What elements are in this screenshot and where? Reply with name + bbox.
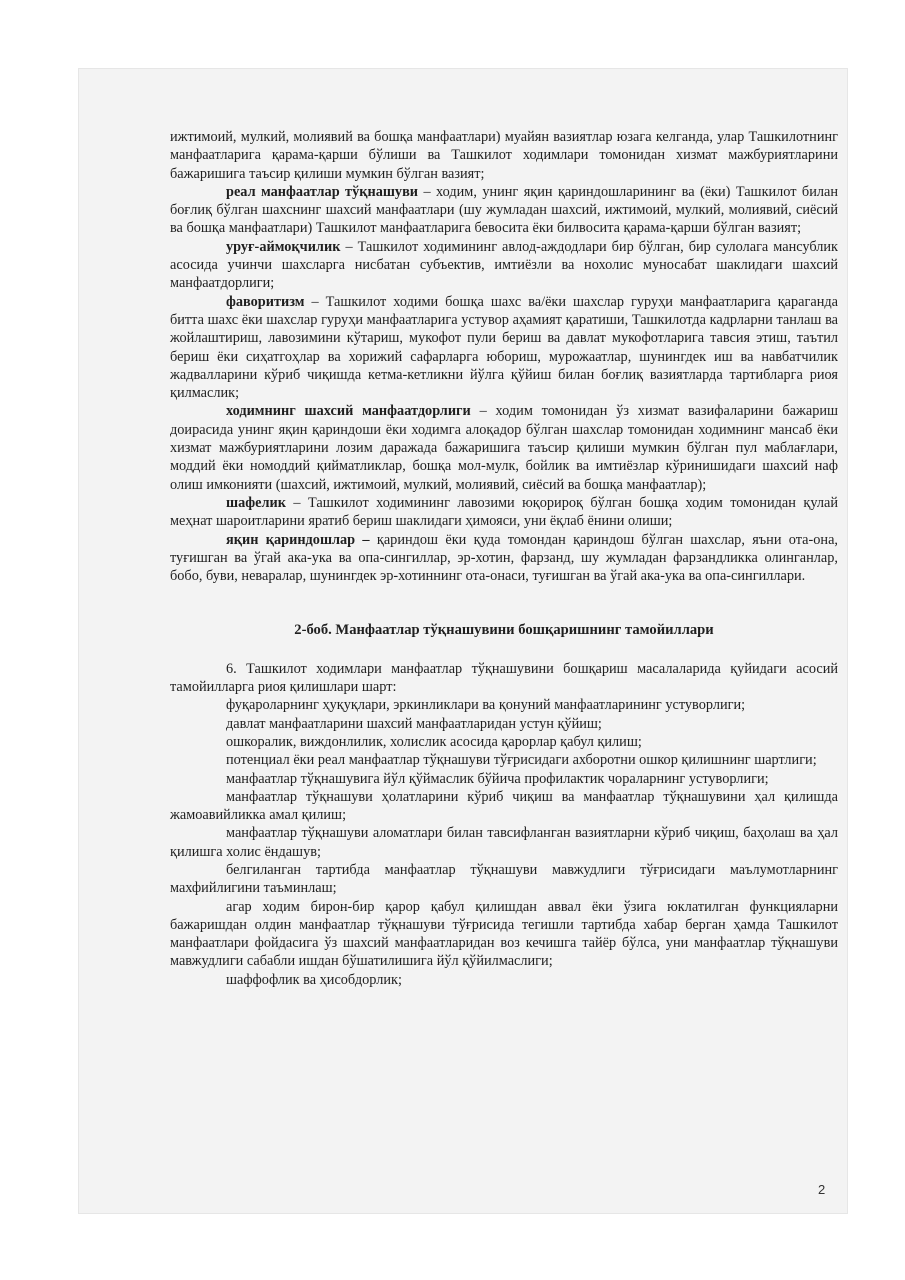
paragraph-item: манфаатлар тўқнашувига йўл қўймаслик бўйича профилактик чораларнинг устуворлиги; [226,770,769,787]
definition-text: – Ташкилот ходимининг лавозими юқорироқ бўлган бошқа ходим томонидан қулай меҳнат шароитларини яратиб бериш шаклидаги ҳимояси, уни ёқлаб ёнини олиши; [170,494,838,530]
chapter-heading: 2-боб. Манфаатлар тўқнашувини бошқаришнинг тамойиллари [294,622,714,639]
definition-text: қариндош ёки қуда томондан қариндош бўлган шахслар, яъни ота-она, туғишган ва ўгай ака-ука ва опа-сингиллар, эр-хотин, фарзанд, шу жумладан фарзандликка олинганлар, бобо, буви, неваралар, шунингдек эр-хотиннинг ота-онаси, туғишган ва ўгай ака-ука ва опа-сингиллари. [170,531,838,585]
definition-text: – ходим томонидан ўз хизмат вазифаларини бажариш доирасида унинг яқин қариндоши ёки ходимга алоқадор бўлган шахслар томонидан ходимнинг мансаб ёки хизмат мажбуриятларини лозим даражада бажаришига таъсир қилиши мумкин бўлган пул маблағлари, моддий ёки номоддий қийматликлар, бошқа мол-мулк, бойлик ва имтиёзлар кўринишидаги шахсий наф олиш имконияти (шахсий, ижтимоий, мулкий, молиявий, сиёсий ва бошқа манфаатлар); [170,403,838,493]
term: яқин қариндошлар – [226,531,370,548]
paragraph-item: белгиланган тартибда манфаатлар тўқнашуви мавжудлиги тўғрисидаги маълумотларнинг махфийлигини таъминлаш; [170,861,838,897]
definition-text: – ходим, унинг яқин қариндошларининг ва (ёки) Ташкилот билан боғлиқ бўлган шахснинг шахсий манфаатлари (шу жумладан шахсий, ижтимоий, мулкий, молиявий, сиёсий ва бошқа манфаатлари) Ташкилот манфаатларига бевосита ёки билвосита қарама-қарши бўлган вазият; [170,183,838,237]
paragraph-6 [170,531,838,586]
term: шафелик [226,494,286,511]
paragraph-item: ошкоралик, виждонлилик, холислик асосида қарорлар қабул қилиш; [226,733,642,750]
paragraph-1 [170,183,838,238]
paragraph-0 [170,128,838,183]
paragraph-item: потенциал ёки реал манфаатлар тўқнашуви тўғрисидаги ахборотни ошкор қилишнинг шартлиги; [226,752,817,769]
document-body [170,128,838,989]
paragraph-item: фуқароларнинг ҳуқуқлари, эркинликлари ва қонуний манфаатларининг устуворлиги; [226,697,746,714]
paragraph-item: агар ходим бирон-бир қарор қабул қилишдан аввал ёки ўзига юклатилган функцияларни бажаришдан олдин манфаатлар тўқнашуви тўғрисида тегишли тартибда хабар берган ҳамда Ташкилот манфаатлари фойдасига ўз шахсий манфаатларидан воз кечишга тайёр бўлса, уни манфаатлар тўқнашуви мавжудлиги сабабли ишдан бўшатилишига йўл қўйилмаслиги; [170,898,838,970]
paragraph-3 [170,293,838,403]
page-number: 2 [818,1182,826,1197]
paragraph-item: 6. Ташкилот ходимлари манфаатлар тўқнашувини бошқариш масалаларида қуйидаги асосий тамойилларга риоя қилишлари шарт: [170,660,838,696]
definition-text: ижтимоий, мулкий, молиявий ва бошқа манфаатлари) муайян вазиятлар юзага келганда, улар Ташкилотнинг манфаатларига қарама-қарши бўлиши ва Ташкилот ходимлари томонидан хизмат мажбуриятларини бажаришига таъсир қилиши мумкин бўлган вазият; [170,129,838,182]
paragraph-4 [170,402,838,493]
paragraph-item: манфаатлар тўқнашуви ҳолатларини кўриб чиқиш ва манфаатлар тўқнашувини ҳал қилишда жамоавийликка амал қилиш; [170,788,838,824]
paragraph-5 [170,494,838,531]
paragraph-item: шаффофлик ва ҳисобдорлик; [226,971,402,988]
definition-text: – Ташкилот ходими бошқа шахс ва/ёки шахслар гуруҳи манфаатларига қараганда битта шахс ёки шахслар гуруҳи манфаатларига устувор аҳамият қаратиши, Ташкилотда кадрларни танлаш ва жойлаштириш, лавозимини кўтариш, мукофот пули бериш ва давлат мукофотларига тавсия этиш, таътил бериш ёки сиҳатгоҳлар ва хорижий сафарларга юбориш, мурожаатлар, шунингдек иш ва навбатчилик жадвалларини кўриб чиқишда кетма-кетликни йўлга қўйиш билан боғлиқ вазиятларда тартибларга риоя қилмаслик; [170,293,838,402]
term: ходимнинг шахсий манфаатдорлиги [226,403,471,420]
term: уруғ-аймоқчилик [226,238,341,255]
paragraph-item: давлат манфаатларини шахсий манфаатларидан устун қўйиш; [226,715,602,732]
paragraph-item: манфаатлар тўқнашуви аломатлари билан тавсифланган вазиятларни кўриб чиқиш, баҳолаш ва ҳал қилишга холис ёндашув; [170,825,838,860]
term: фаворитизм [226,293,305,310]
paragraph-2 [170,238,838,293]
definition-text: – Ташкилот ходимининг авлод-аждодлари бир бўлган, бир сулолага мансублик асосида учинчи шахсларга нисбатан субъектив, имтиёзли ва нохолис муносабат шаклидаги шахсий манфаатдорлиги; [170,238,838,292]
term: реал манфаатлар тўқнашуви [226,183,419,200]
